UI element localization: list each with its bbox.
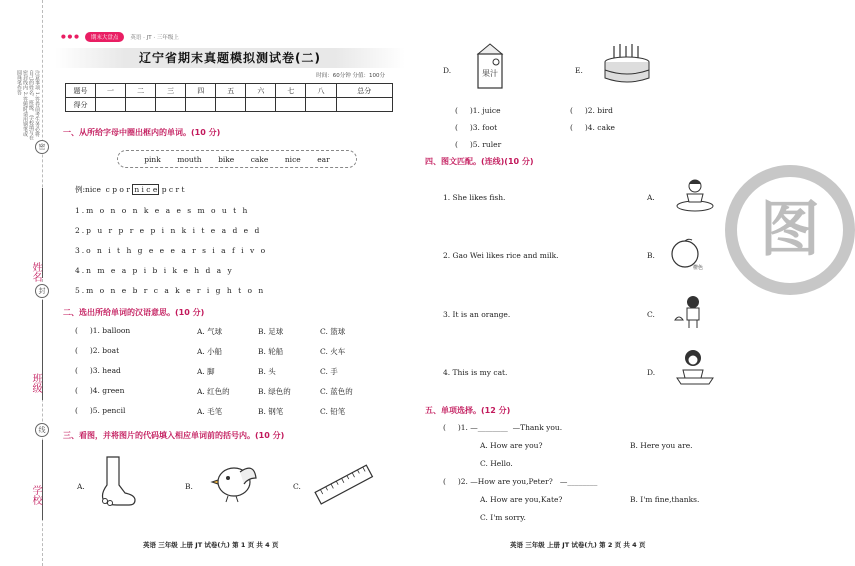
s2-option-b[interactable]: B. 绿色的 (258, 387, 291, 396)
score-header-cell: 总分 (336, 84, 393, 98)
seal-mark-2: 封 (35, 284, 49, 298)
s5-q2[interactable]: ( )2. —How are you,Peter? —________ (443, 477, 598, 486)
score-header-cell: 七 (276, 84, 306, 98)
s4-letter-c[interactable]: C. (647, 310, 655, 319)
word-box-word: ear (317, 154, 330, 164)
juice-box-icon (470, 40, 510, 92)
word-box-word: pink (144, 154, 161, 164)
s5-q2-option-a[interactable]: A. How are you,Kate? (480, 495, 563, 504)
s2-option-b[interactable]: B. 轮船 (258, 347, 284, 356)
pic-label-b: B. (185, 482, 193, 491)
match-item-5[interactable]: ( )5. ruler (455, 140, 502, 149)
watermark-stamp: 图 (725, 165, 855, 295)
letter-line-5[interactable]: 5.m o n e b r c a k e r i g h t o n (75, 286, 266, 295)
top-tags (61, 30, 405, 44)
example-prefix: 例:nice c p o r (75, 185, 133, 194)
letter-line-3[interactable]: 3.o n i t h g e e e a r s i a f i v o (75, 246, 268, 255)
match-item-4[interactable]: ( )4. cake (570, 123, 615, 132)
example-suffix: p c r t (159, 185, 185, 194)
score-cell[interactable] (96, 98, 126, 112)
bird-icon (210, 458, 260, 503)
score-cell[interactable] (126, 98, 156, 112)
score-cell[interactable] (186, 98, 216, 112)
s4-item-4[interactable]: 4. This is my cat. (443, 368, 508, 377)
s5-q1[interactable]: ( )1. —________ —Thank you. (443, 423, 563, 432)
page-left (55, 30, 405, 560)
s2-option-a[interactable]: A. 气球 (197, 327, 223, 336)
s2-question[interactable]: ( )5. pencil (75, 406, 126, 415)
score-cell[interactable] (216, 98, 246, 112)
score-cell[interactable] (246, 98, 276, 112)
binding-margin (0, 0, 50, 566)
seal-mark-1: 密 (35, 140, 49, 154)
ruler-icon (311, 462, 377, 508)
footer-right: 英语 三年级 上册 JT 试卷(九) 第 2 页 共 4 页 (510, 541, 646, 549)
s5-q2-option-b[interactable]: B. I'm fine,thanks. (630, 495, 700, 504)
s2-option-b[interactable]: B. 头 (258, 367, 276, 376)
s2-question[interactable]: ( )4. green (75, 386, 125, 395)
cake-icon (600, 40, 655, 90)
score-header-cell: 题号 (66, 84, 96, 98)
letter-line-4[interactable]: 4.n m e a p i b i k e h d a y (75, 266, 234, 275)
example-line (75, 184, 184, 195)
time-score-meta: 时间：60分钟 分值：100分 (316, 73, 385, 79)
s4-letter-a[interactable]: A. (647, 193, 655, 202)
score-header-cell: 三 (156, 84, 186, 98)
word-box-word: nice (284, 154, 301, 164)
match-item-2[interactable]: ( )2. bird (570, 106, 613, 115)
s4-item-1[interactable]: 1. She likes fish. (443, 193, 506, 202)
s5-q2-option-c[interactable]: C. I'm sorry. (480, 513, 526, 522)
paper-title: 辽宁省期末真题模拟测试卷(二) (55, 48, 405, 68)
pic-label-c: C. (293, 482, 301, 491)
match-item-1[interactable]: ( )1. juice (455, 106, 501, 115)
name-label: 姓名 (30, 262, 41, 282)
pic-label-e: E. (575, 66, 583, 75)
boy-with-cat-icon (673, 294, 709, 330)
page-right (425, 30, 795, 560)
s2-option-b[interactable]: B. 钢笔 (258, 407, 284, 416)
school-label: 学校 (30, 485, 41, 505)
girl-with-rice-icon (673, 348, 717, 388)
s2-option-a[interactable]: A. 红色的 (197, 387, 230, 396)
score-row-label: 得分 (66, 98, 96, 112)
s2-option-c[interactable]: C. 蓝色的 (320, 387, 353, 396)
s2-question[interactable]: ( )1. balloon (75, 326, 131, 335)
score-cell[interactable] (276, 98, 306, 112)
juice-box-label: 果汁 (482, 69, 498, 78)
s5-q1-option-a[interactable]: A. How are you? (480, 441, 543, 450)
letter-line-2[interactable]: 2.p u r p r e p i n k i t e a d e d (75, 226, 262, 235)
score-header-cell: 四 (186, 84, 216, 98)
example-boxed-word: n i c e (134, 185, 158, 194)
section-1-title: 一、从所给字母中圈出框内的单词。(10 分) (63, 128, 221, 137)
s2-option-c[interactable]: C. 火车 (320, 347, 346, 356)
s4-letter-d[interactable]: D. (647, 368, 656, 377)
section-4-title: 四、图文匹配。(连线)(10 分) (425, 157, 534, 166)
word-box-word: bike (218, 154, 235, 164)
s4-item-2[interactable]: 2. Gao Wei likes rice and milk. (443, 251, 559, 260)
s2-option-c[interactable]: C. 手 (320, 367, 338, 376)
score-header-cell: 六 (246, 84, 276, 98)
s2-option-a[interactable]: A. 小船 (197, 347, 223, 356)
pic-label-d: D. (443, 66, 452, 75)
score-row (66, 98, 393, 112)
s4-item-3[interactable]: 3. It is an orange. (443, 310, 511, 319)
s2-question[interactable]: ( )3. head (75, 366, 121, 375)
seal-mark-3: 线 (35, 423, 49, 437)
tag-subject: 英语 · JT · 三年级上 (130, 35, 179, 41)
score-header-cell: 五 (216, 84, 246, 98)
section-3-title: 三、看图，并将图片的代码填入相应单词前的括号内。(10 分) (63, 431, 285, 440)
foot-icon (95, 455, 139, 510)
word-box (117, 150, 357, 168)
s2-option-c[interactable]: C. 铅笔 (320, 407, 346, 416)
s2-question[interactable]: ( )2. boat (75, 346, 120, 355)
girl-eating-fish-icon (675, 178, 715, 214)
letter-line-1[interactable]: 1.m o n o n k e a e s m o u t h (75, 206, 250, 215)
s4-letter-b[interactable]: B. (647, 251, 655, 260)
word-box-word: mouth (177, 154, 202, 164)
score-header-row (66, 84, 393, 98)
score-cell[interactable] (156, 98, 186, 112)
notice-text: 注意事项 1.答卷前考生务必将自己的姓名、班级、学校填写在密封线内 2.答题时请用钢笔或圆珠笔作答 (16, 70, 40, 140)
section-2-title: 二、选出所给单词的汉语意思。(10 分) (63, 308, 205, 317)
class-label: 班级 (30, 373, 41, 393)
section-5-title: 五、单项选择。(12 分) (425, 406, 511, 415)
pic-label-a: A. (77, 482, 85, 491)
s2-option-b[interactable]: B. 足球 (258, 327, 284, 336)
s2-option-a[interactable]: A. 脚 (197, 367, 215, 376)
orange-caption: 橙色 (693, 265, 704, 271)
score-header-cell: 二 (126, 84, 156, 98)
s5-q1-option-c[interactable]: C. Hello. (480, 459, 513, 468)
logo-dots-icon: ● ● ● (61, 34, 79, 40)
score-header-cell: 八 (306, 84, 336, 98)
s5-q1-option-b[interactable]: B. Here you are. (630, 441, 693, 450)
footer-left: 英语 三年级 上册 JT 试卷(九) 第 1 页 共 4 页 (143, 541, 279, 549)
score-cell[interactable] (306, 98, 336, 112)
s2-option-c[interactable]: C. 篮球 (320, 327, 346, 336)
s2-option-a[interactable]: A. 毛笔 (197, 407, 223, 416)
school-line (42, 440, 43, 520)
score-table (65, 83, 393, 112)
score-cell[interactable] (336, 98, 393, 112)
match-item-3[interactable]: ( )3. foot (455, 123, 498, 132)
score-header-cell: 一 (96, 84, 126, 98)
tag-review: 期末大盘点 (85, 32, 125, 42)
word-box-word: cake (250, 154, 269, 164)
